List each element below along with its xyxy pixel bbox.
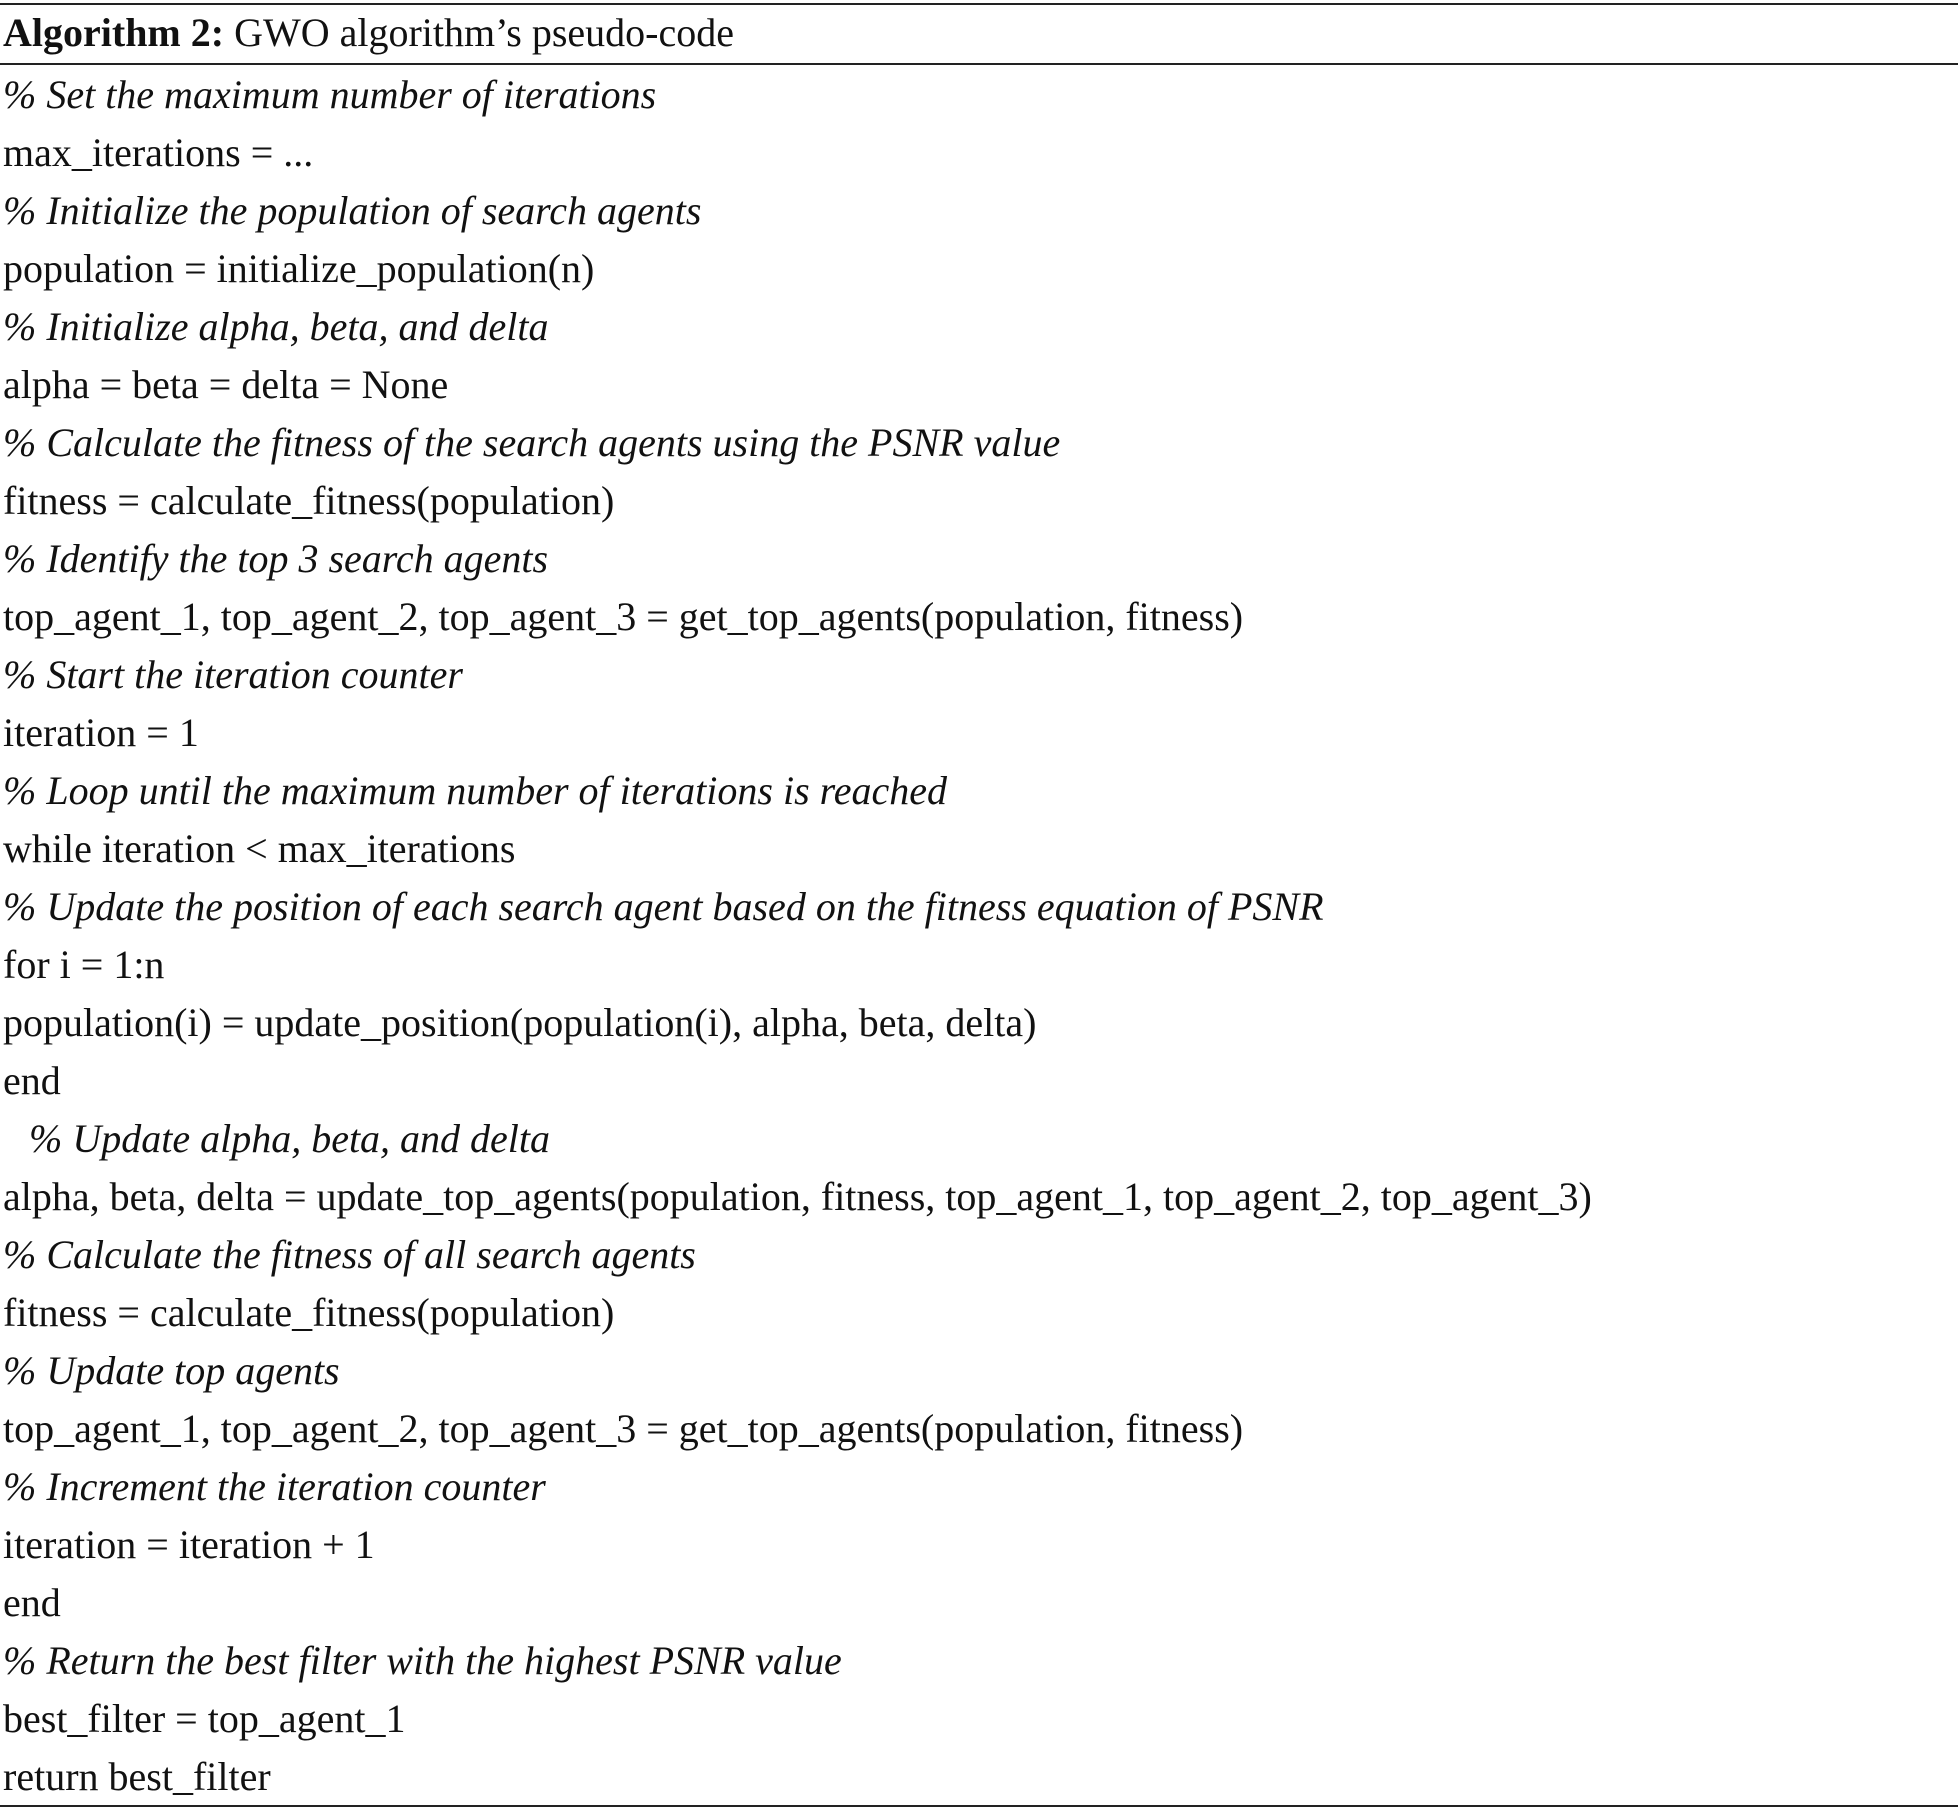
code-line: fitness = calculate_fitness(population) [3, 478, 615, 523]
code-line: population = initialize_population(n) [3, 246, 595, 291]
code-line: iteration = iteration + 1 [3, 1522, 375, 1567]
code-line: alpha = beta = delta = None [3, 362, 449, 407]
algorithm-label: Algorithm 2: [3, 10, 225, 55]
comment-line: % Increment the iteration counter [3, 1464, 546, 1509]
code-line: return best_filter [3, 1754, 271, 1799]
code-line: end [3, 1058, 61, 1103]
comment-line: % Start the iteration counter [3, 652, 463, 697]
algorithm-caption [3, 4, 734, 62]
comment-line: % Calculate the fitness of all search agents [3, 1232, 696, 1277]
code-line: for i = 1:n [3, 942, 165, 987]
comment-line: % Identify the top 3 search agents [3, 536, 549, 581]
comment-line: % Loop until the maximum number of iterations is reached [3, 768, 947, 813]
code-line: best_filter = top_agent_1 [3, 1696, 406, 1741]
code-line: while iteration < max_iterations [3, 826, 516, 871]
comment-line: % Calculate the fitness of the search agents using the PSNR value [3, 420, 1061, 465]
comment-line: % Set the maximum number of iterations [3, 72, 657, 117]
code-line: population(i) = update_position(population(i), alpha, beta, delta) [3, 1000, 1037, 1045]
pseudo-code-body [3, 66, 1953, 1806]
header-rule [0, 63, 1958, 65]
code-line: top_agent_1, top_agent_2, top_agent_3 = get_top_agents(population, fitness) [3, 1406, 1244, 1451]
comment-line: % Update alpha, beta, and delta [29, 1116, 551, 1161]
comment-line: % Update top agents [3, 1348, 340, 1393]
comment-line: % Return the best filter with the highest PSNR value [3, 1638, 842, 1683]
code-line: end [3, 1580, 61, 1625]
code-line: alpha, beta, delta = update_top_agents(population, fitness, top_agent_1, top_agent_2, top_agent_3) [3, 1174, 1592, 1219]
comment-line: % Initialize alpha, beta, and delta [3, 304, 549, 349]
algorithm-title: GWO algorithm’s pseudo-code [224, 10, 734, 55]
comment-line: % Update the position of each search agent based on the fitness equation of PSNR [3, 884, 1324, 929]
code-line: fitness = calculate_fitness(population) [3, 1290, 615, 1335]
bottom-rule [0, 1805, 1958, 1807]
code-line: top_agent_1, top_agent_2, top_agent_3 = get_top_agents(population, fitness) [3, 594, 1244, 639]
comment-line: % Initialize the population of search agents [3, 188, 702, 233]
code-line: max_iterations = ... [3, 130, 314, 175]
code-line: iteration = 1 [3, 710, 199, 755]
